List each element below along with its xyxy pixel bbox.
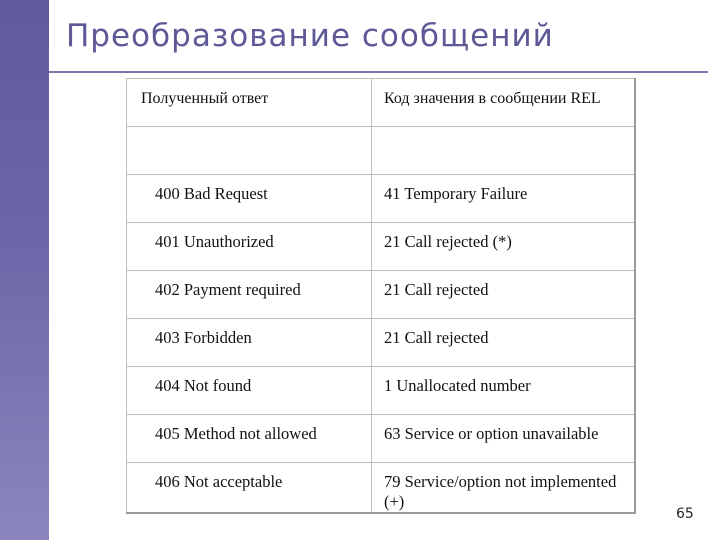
side-decor-bar — [0, 0, 49, 540]
cell-rel-code: 63 Service or option unavailable — [372, 415, 635, 463]
table-row — [127, 127, 635, 175]
cell-received: 401 Unauthorized — [127, 223, 372, 271]
cell-received: 403 Forbidden — [127, 319, 372, 367]
table-row — [127, 175, 635, 223]
cell-received: 402 Payment required — [127, 271, 372, 319]
code-mapping-table — [126, 78, 634, 514]
table — [126, 78, 636, 514]
cell-received: 404 Not found — [127, 367, 372, 415]
page-number: 65 — [676, 506, 694, 522]
cell-rel-code: 21 Call rejected (*) — [372, 223, 635, 271]
cell-received — [127, 127, 372, 175]
cell-rel-code: 1 Unallocated number — [372, 367, 635, 415]
table-row — [127, 271, 635, 319]
cell-received: 400 Bad Request — [127, 175, 372, 223]
table-row — [127, 223, 635, 271]
header-rel-code: Код значения в сообщении REL — [372, 79, 635, 127]
table-row — [127, 415, 635, 463]
cell-received: 406 Not acceptable — [127, 463, 372, 514]
cell-rel-code — [372, 127, 635, 175]
cell-rel-code: 21 Call rejected — [372, 271, 635, 319]
table-header-row — [127, 79, 635, 127]
cell-rel-code: 79 Service/option not implemented (+) — [372, 463, 635, 514]
table-row — [127, 367, 635, 415]
cell-rel-code: 41 Temporary Failure — [372, 175, 635, 223]
header-received: Полученный ответ — [127, 79, 372, 127]
title-divider — [49, 71, 708, 73]
table-row — [127, 463, 635, 514]
cell-rel-code: 21 Call rejected — [372, 319, 635, 367]
table-row — [127, 319, 635, 367]
slide-title: Преобразование сообщений — [66, 18, 554, 54]
cell-received: 405 Method not allowed — [127, 415, 372, 463]
